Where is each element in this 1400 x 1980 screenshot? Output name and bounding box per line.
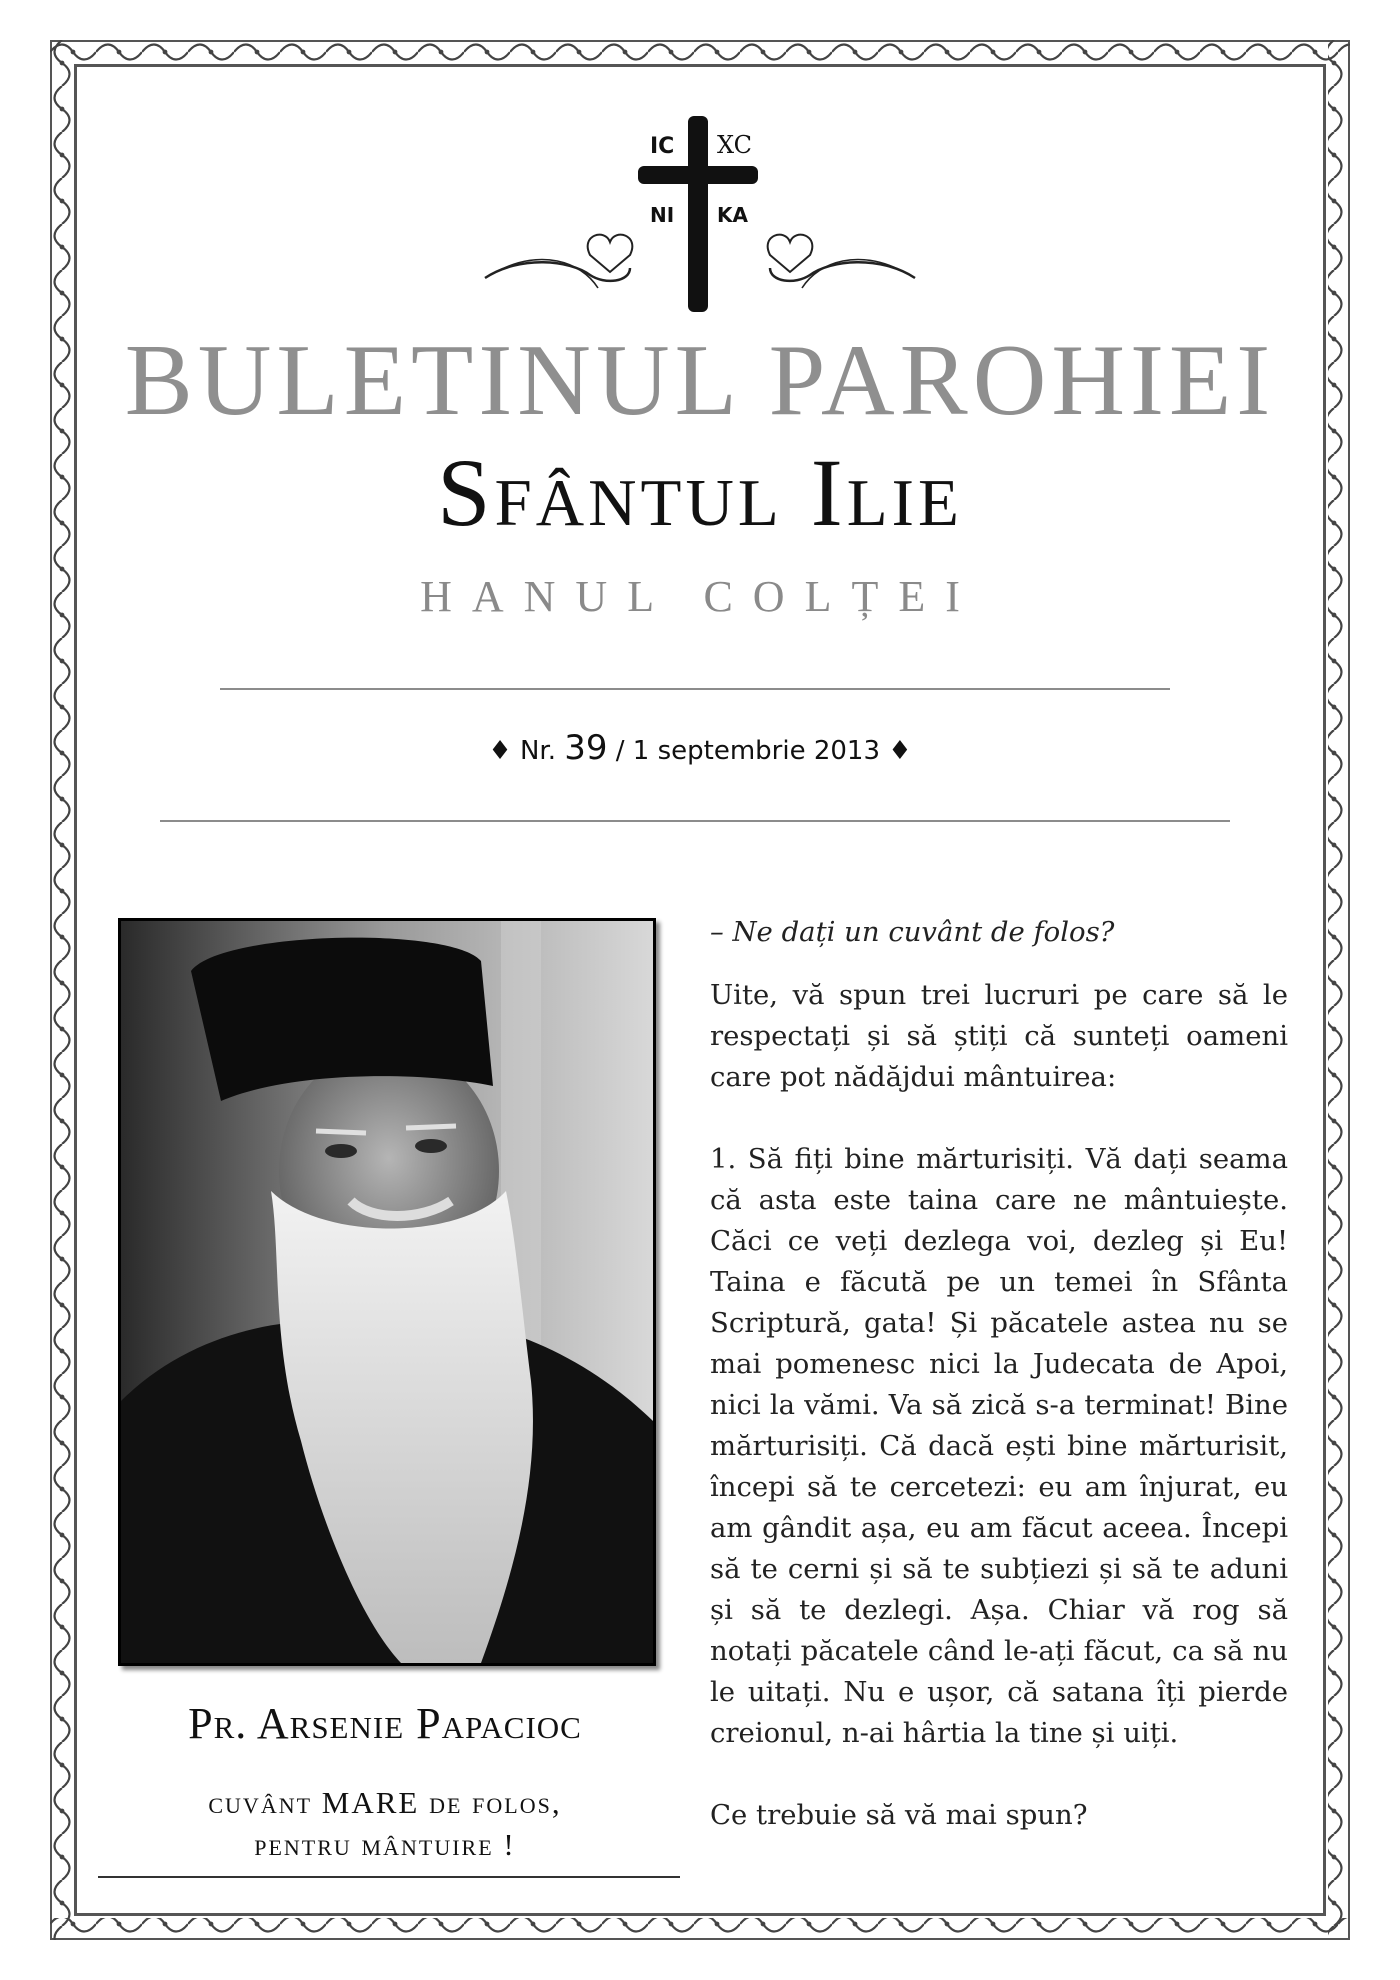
monogram-xc: XC	[717, 131, 753, 159]
author-name: Pr. Arsenie Papacioc	[188, 1699, 582, 1748]
article-body	[710, 912, 1288, 1836]
divider-bottom	[160, 820, 1230, 822]
feature-subtitle-line2: pentru mântuire !	[254, 1827, 516, 1862]
issue-line	[0, 728, 1400, 768]
divider-top	[220, 688, 1170, 690]
article-point-1: 1. Să fiți bine mărturisiți. Vă dați seama că asta este taina care ne mântuiește. Căci ce veți dezlega voi, dezleg și Eu! Taina e făcută pe un temei în Sfânta Scriptură, gata! Și păcatele astea nu se mai pomenesc nici la Judecata de Apoi, nici la vămi. Va să zică s-a terminat! Bine mărturisiți. Că dacă ești bine mărturisit, începi să te cercetezi: eu am înjurat, eu am gândit așa, eu am făcut aceea. Începi să te cerni și să te subțiezi și să te aduni și să te dezlegi. Așa. Chiar vă rog să notați păcatele când le-ați făcut, ca să nu le uitați. Nu e ușor, că satana îți pierde creionul, n-ai hârtia la tine și uiți.	[710, 1143, 1288, 1749]
cross-icon	[480, 110, 920, 320]
issue-prefix: ♦ Nr.	[488, 736, 565, 766]
monogram-ka: KA	[717, 203, 748, 227]
feature-subtitle-line1: cuvânt MARE de folos,	[208, 1785, 562, 1820]
article-question: – Ne dați un cuvânt de folos?	[710, 916, 1115, 948]
issue-number: 39	[564, 728, 608, 768]
caption-divider	[98, 1876, 680, 1878]
issue-date: / 1 septembrie 2013 ♦	[607, 736, 912, 766]
portrait-photo-icon	[121, 921, 653, 1663]
bulletin-title: BULETINUL PAROHIEI	[124, 324, 1276, 437]
portrait-photo	[118, 918, 656, 1666]
monogram-ic: IC	[650, 134, 675, 159]
article-intro: Uite, vă spun trei lucruri pe care să le respectați și să știți că sunteți oameni care pot nădăjdui mântuirea:	[710, 979, 1288, 1093]
monogram-ni: NI	[650, 203, 675, 227]
article-closing: Ce trebuie să vă mai spun?	[710, 1799, 1088, 1831]
parish-name: Sfântul Ilie	[437, 439, 963, 546]
feature-subtitle	[80, 1782, 690, 1866]
cross-emblem	[480, 110, 920, 320]
parish-location: HANUL COLȚEI	[420, 572, 980, 621]
